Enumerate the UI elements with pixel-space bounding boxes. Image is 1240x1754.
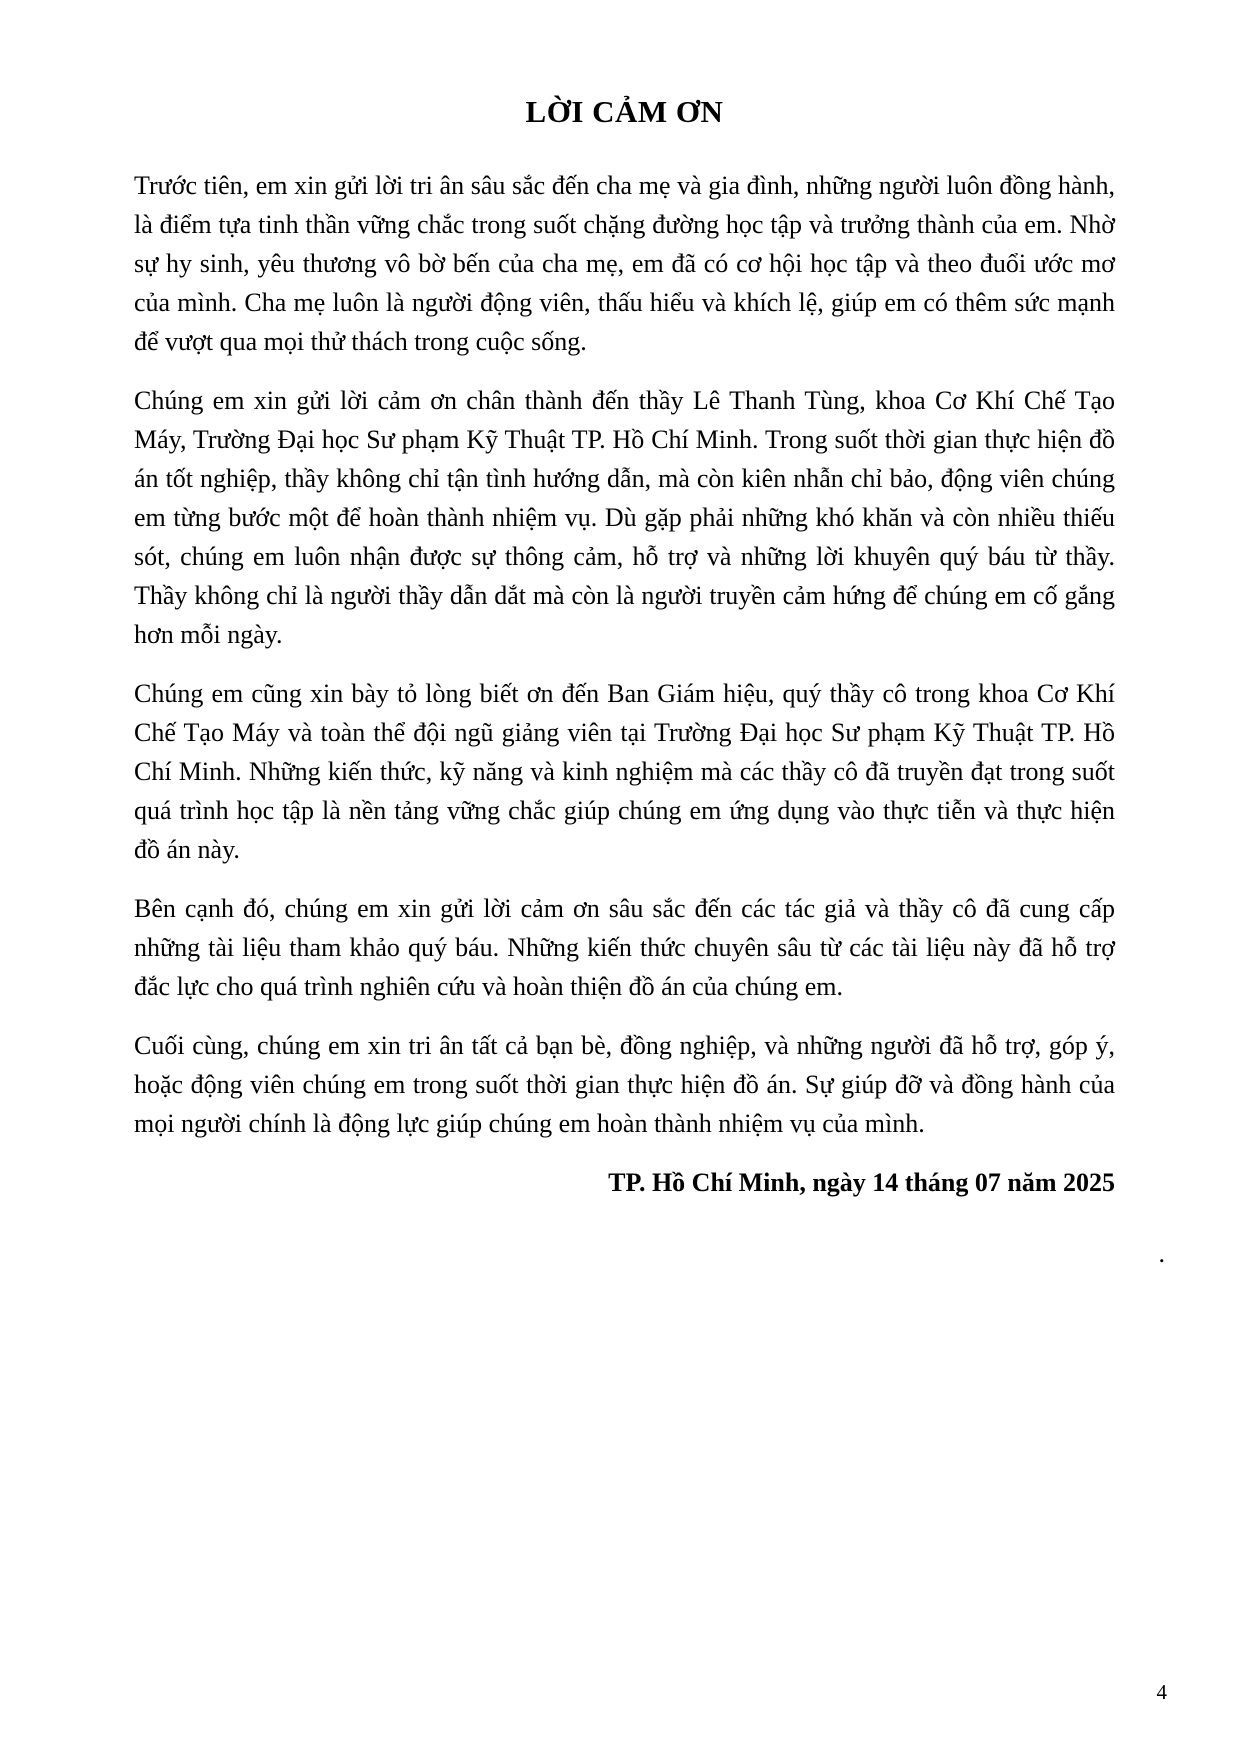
paragraph-thanks-faculty: Chúng em cũng xin bày tỏ lòng biết ơn đến Ban Giám hiệu, quý thầy cô trong khoa Cơ Khí Chế Tạo Máy và toàn thể đội ngũ giảng viên tại Trường Đại học Sư phạm Kỹ Thuật TP. Hồ Chí Minh. Những kiến thức, kỹ năng và kinh nghiệm mà các thầy cô đã truyền đạt trong suốt quá trình học tập là nền tảng vững chắc giúp chúng em ứng dụng vào thực tiễn và thực hiện đồ án này. [134, 679, 1115, 864]
paragraph-thanks-advisor: Chúng em xin gửi lời cảm ơn chân thành đến thầy Lê Thanh Tùng, khoa Cơ Khí Chế Tạo Máy, Trường Đại học Sư phạm Kỹ Thuật TP. Hồ Chí Minh. Trong suốt thời gian thực hiện đồ án tốt nghiệp, thầy không chỉ tận tình hướng dẫn, mà còn kiên nhẫn chỉ bảo, động viên chúng em từng bước một để hoàn thành nhiệm vụ. Dù gặp phải những khó khăn và còn nhiều thiếu sót, chúng em luôn nhận được sự thông cảm, hỗ trợ và những lời khuyên quý báu từ thầy. Thầy không chỉ là người thầy dẫn dắt mà còn là người truyền cảm hứng để chúng em cố gắng hơn mỗi ngày. [134, 386, 1115, 649]
page-number: 4 [1156, 1680, 1167, 1704]
signature-date-line: TP. Hồ Chí Minh, ngày 14 tháng 07 năm 2025 [608, 1168, 1115, 1197]
paragraph-thanks-parents: Trước tiên, em xin gửi lời tri ân sâu sắc đến cha mẹ và gia đình, những người luôn đồng hành, là điểm tựa tinh thần vững chắc trong suốt chặng đường học tập và trưởng thành của em. Nhờ sự hy sinh, yêu thương vô bờ bến của cha mẹ, em đã có cơ hội học tập và theo đuổi ước mơ của mình. Cha mẹ luôn là người động viên, thấu hiểu và khích lệ, giúp em có thêm sức mạnh để vượt qua mọi thử thách trong cuộc sống. [134, 171, 1115, 356]
paragraph-thanks-friends: Cuối cùng, chúng em xin tri ân tất cả bạn bè, đồng nghiệp, và những người đã hỗ trợ, góp ý, hoặc động viên chúng em trong suốt thời gian thực hiện đồ án. Sự giúp đỡ và đồng hành của mọi người chính là động lực giúp chúng em hoàn thành nhiệm vụ của mình. [134, 1031, 1115, 1138]
page-title: LỜI CẢM ƠN [525, 94, 724, 129]
paragraph-thanks-authors: Bên cạnh đó, chúng em xin gửi lời cảm ơn sâu sắc đến các tác giả và thầy cô đã cung cấp những tài liệu tham khảo quý báu. Những kiến thức chuyên sâu từ các tài liệu này đã hỗ trợ đắc lực cho quá trình nghiên cứu và hoàn thiện đồ án của chúng em. [134, 894, 1115, 1001]
trailing-period: . [1158, 1239, 1165, 1268]
